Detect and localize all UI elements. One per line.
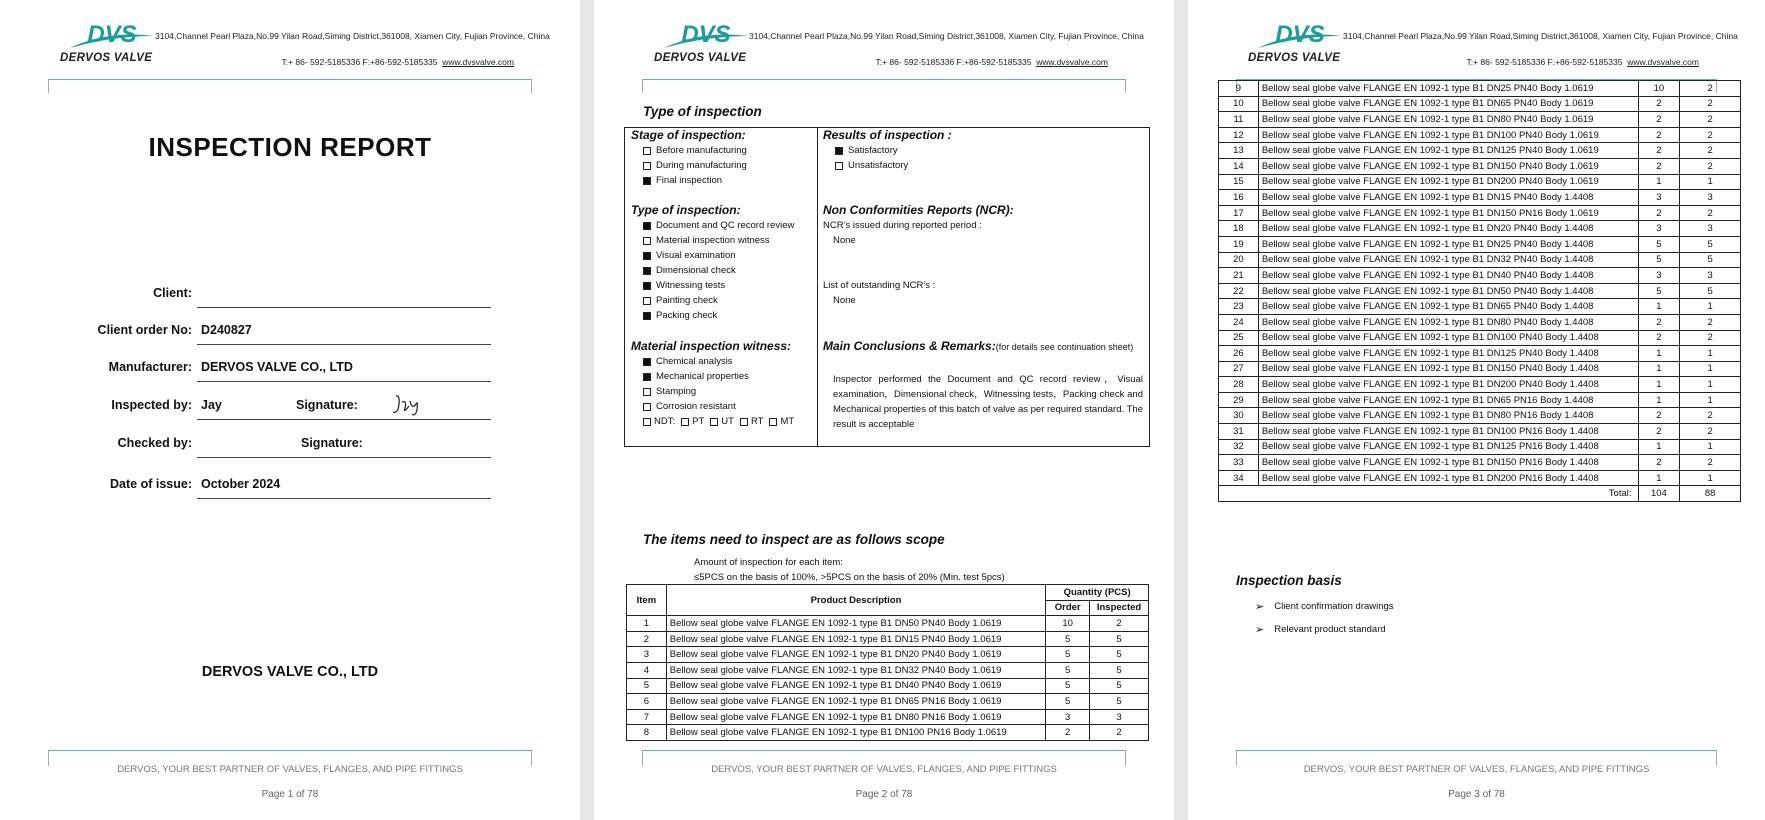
header-website-link[interactable]: www.dvsvalve.com bbox=[442, 57, 514, 67]
row-order-qty: 2 bbox=[1638, 205, 1680, 221]
row-description: Bellow seal globe valve FLANGE EN 1092-1 type B1 DN65 PN40 Body 1.0619 bbox=[1258, 96, 1638, 112]
checkbox-checked-icon bbox=[643, 282, 651, 290]
row-description: Bellow seal globe valve FLANGE EN 1092-1 type B1 DN50 PN40 Body 1.0619 bbox=[666, 616, 1045, 632]
stage-of-inspection-title: Stage of inspection: bbox=[631, 128, 746, 142]
type-item: Visual examination bbox=[643, 250, 736, 261]
row-order-qty: 1 bbox=[1638, 470, 1680, 486]
row-description: Bellow seal globe valve FLANGE EN 1092-1 type B1 DN80 PN40 Body 1.4408 bbox=[1258, 314, 1638, 330]
table-row bbox=[1219, 314, 1741, 330]
col-header-description: Product Description bbox=[666, 585, 1045, 616]
checkbox-checked-icon bbox=[643, 312, 651, 320]
ncr-issued-label: NCR’s issued during reported period : bbox=[823, 220, 982, 231]
row-item-number: 18 bbox=[1219, 221, 1259, 237]
row-description: Bellow seal globe valve FLANGE EN 1092-1 type B1 DN65 PN40 Body 1.4408 bbox=[1258, 299, 1638, 315]
table-row bbox=[1219, 330, 1741, 346]
table-row bbox=[1219, 221, 1741, 237]
inspected-by-row bbox=[0, 398, 580, 422]
row-item-number: 1 bbox=[627, 616, 667, 632]
table-row bbox=[1219, 470, 1741, 486]
row-inspected-qty: 2 bbox=[1680, 158, 1741, 174]
row-item-number: 25 bbox=[1219, 330, 1259, 346]
result-item: Satisfactory bbox=[835, 145, 898, 156]
col-header-item: Item bbox=[627, 585, 667, 616]
header-rule bbox=[642, 79, 1126, 93]
checkbox-checked-icon bbox=[643, 358, 651, 366]
row-order-qty: 5 bbox=[1638, 283, 1680, 299]
row-item-number: 17 bbox=[1219, 205, 1259, 221]
row-inspected-qty: 2 bbox=[1680, 112, 1741, 128]
svg-text:DVS: DVS bbox=[87, 22, 137, 48]
row-item-number: 28 bbox=[1219, 377, 1259, 393]
manufacturer-value: DERVOS VALVE CO., LTD bbox=[201, 360, 353, 374]
row-item-number: 32 bbox=[1219, 439, 1259, 455]
row-inspected-qty: 5 bbox=[1090, 694, 1149, 710]
checkbox-icon bbox=[740, 418, 748, 426]
inspection-basis-heading: Inspection basis bbox=[1236, 573, 1342, 588]
header-contact bbox=[1466, 57, 1699, 67]
logo-subtitle: DERVOS VALVE bbox=[654, 52, 747, 64]
items-table bbox=[626, 584, 1149, 741]
report-title: INSPECTION REPORT bbox=[148, 132, 432, 162]
row-order-qty: 3 bbox=[1638, 190, 1680, 206]
row-inspected-qty: 2 bbox=[1680, 81, 1741, 97]
row-description: Bellow seal globe valve FLANGE EN 1092-1 type B1 DN15 PN40 Body 1.0619 bbox=[666, 631, 1045, 647]
table-row bbox=[1219, 299, 1741, 315]
svg-text:DVS: DVS bbox=[681, 22, 731, 48]
row-description: Bellow seal globe valve FLANGE EN 1092-1 type B1 DN50 PN40 Body 1.4408 bbox=[1258, 283, 1638, 299]
row-inspected-qty: 2 bbox=[1680, 127, 1741, 143]
row-description: Bellow seal globe valve FLANGE EN 1092-1 type B1 DN150 PN16 Body 1.0619 bbox=[1258, 205, 1638, 221]
dvs-logo-icon bbox=[662, 22, 750, 50]
table-row bbox=[1219, 361, 1741, 377]
row-item-number: 26 bbox=[1219, 346, 1259, 362]
total-inspected: 88 bbox=[1680, 486, 1741, 502]
row-order-qty: 5 bbox=[1046, 662, 1090, 678]
client-row bbox=[0, 286, 580, 310]
table-row bbox=[1219, 81, 1741, 97]
row-order-qty: 1 bbox=[1638, 299, 1680, 315]
row-inspected-qty: 2 bbox=[1680, 205, 1741, 221]
result-item: Unsatisfactory bbox=[835, 160, 908, 171]
inspection-summary-box bbox=[624, 127, 1150, 447]
total-order: 104 bbox=[1638, 486, 1680, 502]
row-inspected-qty: 1 bbox=[1680, 174, 1741, 190]
row-item-number: 19 bbox=[1219, 236, 1259, 252]
checkbox-icon bbox=[643, 403, 651, 411]
table-row bbox=[627, 647, 1149, 663]
row-item-number: 20 bbox=[1219, 252, 1259, 268]
table-row bbox=[1219, 377, 1741, 393]
row-item-number: 6 bbox=[627, 694, 667, 710]
row-order-qty: 2 bbox=[1638, 127, 1680, 143]
row-order-qty: 2 bbox=[1638, 158, 1680, 174]
row-description: Bellow seal globe valve FLANGE EN 1092-1 type B1 DN100 PN16 Body 1.4408 bbox=[1258, 424, 1638, 440]
row-order-qty: 5 bbox=[1046, 647, 1090, 663]
table-row bbox=[627, 631, 1149, 647]
ndt-options: NDT: PT UT RT MT bbox=[643, 416, 794, 427]
row-item-number: 27 bbox=[1219, 361, 1259, 377]
table-row bbox=[1219, 424, 1741, 440]
inspected-by-label: Inspected by: bbox=[111, 398, 192, 412]
header-address: 3104,Channel Pearl Plaza,No.99 Yilan Road,Siming District,361008, Xiamen City, Fujian Province, China bbox=[749, 31, 1144, 41]
page-2 bbox=[594, 0, 1174, 820]
col-header-order: Order bbox=[1046, 600, 1090, 616]
table-row bbox=[627, 616, 1149, 632]
header-address: 3104,Channel Pearl Plaza,No.99 Yilan Road,Siming District,361008, Xiamen City, Fujian Province, China bbox=[155, 31, 550, 41]
row-item-number: 9 bbox=[1219, 81, 1259, 97]
row-inspected-qty: 5 bbox=[1680, 236, 1741, 252]
header-contact bbox=[875, 57, 1108, 67]
col-header-quantity: Quantity (PCS) bbox=[1046, 585, 1149, 601]
material-inspection-title: Material inspection witness: bbox=[631, 339, 792, 353]
checkbox-icon bbox=[643, 237, 651, 245]
material-item: Chemical analysis bbox=[643, 356, 733, 367]
header-tel-fax: T:+ 86- 592-5185336 F:+86-592-5185335 bbox=[281, 57, 438, 67]
table-row bbox=[1219, 268, 1741, 284]
row-description: Bellow seal globe valve FLANGE EN 1092-1 type B1 DN32 PN40 Body 1.0619 bbox=[666, 662, 1045, 678]
row-order-qty: 2 bbox=[1638, 424, 1680, 440]
stage-item: Final inspection bbox=[643, 175, 722, 186]
scope-note-amount: Amount of inspection for each item: bbox=[694, 557, 843, 568]
row-order-qty: 2 bbox=[1638, 112, 1680, 128]
row-inspected-qty: 5 bbox=[1680, 283, 1741, 299]
row-inspected-qty: 5 bbox=[1090, 631, 1149, 647]
dvs-logo-icon bbox=[1256, 22, 1344, 50]
row-item-number: 14 bbox=[1219, 158, 1259, 174]
table-row bbox=[1219, 236, 1741, 252]
header-tel-fax: T:+ 86- 592-5185336 F:+86-592-5185335 bbox=[1466, 57, 1623, 67]
row-item-number: 24 bbox=[1219, 314, 1259, 330]
table-row bbox=[627, 678, 1149, 694]
row-inspected-qty: 3 bbox=[1680, 268, 1741, 284]
client-label: Client: bbox=[153, 286, 192, 300]
stage-item: During manufacturing bbox=[643, 160, 747, 171]
row-order-qty: 1 bbox=[1638, 392, 1680, 408]
table-row bbox=[1219, 174, 1741, 190]
row-item-number: 4 bbox=[627, 662, 667, 678]
conclusions-title: Main Conclusions & Remarks:(for details see continuation sheet) bbox=[823, 339, 1134, 353]
row-inspected-qty: 1 bbox=[1680, 439, 1741, 455]
row-order-qty: 2 bbox=[1638, 314, 1680, 330]
row-description: Bellow seal globe valve FLANGE EN 1092-1 type B1 DN65 PN16 Body 1.4408 bbox=[1258, 392, 1638, 408]
date-of-issue-label: Date of issue: bbox=[110, 477, 192, 491]
results-of-inspection-title: Results of inspection : bbox=[823, 128, 952, 142]
row-order-qty: 10 bbox=[1638, 81, 1680, 97]
header-website-link[interactable]: www.dvsvalve.com bbox=[1036, 57, 1108, 67]
row-description: Bellow seal globe valve FLANGE EN 1092-1 type B1 DN65 PN16 Body 1.0619 bbox=[666, 694, 1045, 710]
date-of-issue-value: October 2024 bbox=[201, 477, 281, 491]
row-order-qty: 2 bbox=[1046, 725, 1090, 741]
row-description: Bellow seal globe valve FLANGE EN 1092-1 type B1 DN32 PN40 Body 1.4408 bbox=[1258, 252, 1638, 268]
row-order-qty: 3 bbox=[1638, 221, 1680, 237]
table-row bbox=[627, 694, 1149, 710]
items-table-continued bbox=[1218, 80, 1741, 502]
row-order-qty: 5 bbox=[1638, 236, 1680, 252]
table-row bbox=[1219, 346, 1741, 362]
row-description: Bellow seal globe valve FLANGE EN 1092-1 type B1 DN150 PN16 Body 1.4408 bbox=[1258, 455, 1638, 471]
ncr-issued-value: None bbox=[833, 235, 856, 246]
type-item: Document and QC record review bbox=[643, 220, 794, 231]
page-1 bbox=[0, 0, 580, 820]
checkbox-checked-icon bbox=[643, 373, 651, 381]
checkbox-icon bbox=[835, 162, 843, 170]
row-description: Bellow seal globe valve FLANGE EN 1092-1 type B1 DN150 PN40 Body 1.0619 bbox=[1258, 158, 1638, 174]
row-description: Bellow seal globe valve FLANGE EN 1092-1 type B1 DN100 PN16 Body 1.0619 bbox=[666, 725, 1045, 741]
table-row bbox=[1219, 127, 1741, 143]
row-description: Bellow seal globe valve FLANGE EN 1092-1 type B1 DN125 PN16 Body 1.4408 bbox=[1258, 439, 1638, 455]
row-item-number: 7 bbox=[627, 709, 667, 725]
row-item-number: 15 bbox=[1219, 174, 1259, 190]
inspected-by-value: Jay bbox=[201, 398, 222, 412]
row-order-qty: 3 bbox=[1046, 709, 1090, 725]
company-logo bbox=[1246, 22, 1346, 68]
signature-image bbox=[390, 392, 426, 418]
row-item-number: 16 bbox=[1219, 190, 1259, 206]
table-row bbox=[1219, 439, 1741, 455]
row-description: Bellow seal globe valve FLANGE EN 1092-1 type B1 DN125 PN40 Body 1.4408 bbox=[1258, 346, 1638, 362]
row-item-number: 21 bbox=[1219, 268, 1259, 284]
material-item: Stamping bbox=[643, 386, 696, 397]
row-inspected-qty: 2 bbox=[1680, 455, 1741, 471]
manufacturer-row bbox=[0, 360, 580, 384]
row-inspected-qty: 2 bbox=[1090, 725, 1149, 741]
row-inspected-qty: 2 bbox=[1680, 314, 1741, 330]
row-description: Bellow seal globe valve FLANGE EN 1092-1 type B1 DN100 PN40 Body 1.0619 bbox=[1258, 127, 1638, 143]
svg-text:DVS: DVS bbox=[1275, 22, 1325, 48]
table-row bbox=[627, 725, 1149, 741]
type-item: Material inspection witness bbox=[643, 235, 770, 246]
row-description: Bellow seal globe valve FLANGE EN 1092-1 type B1 DN200 PN16 Body 1.4408 bbox=[1258, 470, 1638, 486]
logo-subtitle: DERVOS VALVE bbox=[60, 52, 153, 64]
row-description: Bellow seal globe valve FLANGE EN 1092-1 type B1 DN200 PN40 Body 1.4408 bbox=[1258, 377, 1638, 393]
row-inspected-qty: 1 bbox=[1680, 346, 1741, 362]
row-order-qty: 1 bbox=[1638, 346, 1680, 362]
signature-label: Signature: bbox=[296, 398, 358, 412]
checkbox-icon bbox=[643, 388, 651, 396]
row-order-qty: 5 bbox=[1046, 631, 1090, 647]
company-logo bbox=[58, 22, 158, 68]
checkbox-icon bbox=[643, 147, 651, 155]
row-description: Bellow seal globe valve FLANGE EN 1092-1 type B1 DN100 PN40 Body 1.4408 bbox=[1258, 330, 1638, 346]
row-description: Bellow seal globe valve FLANGE EN 1092-1 type B1 DN25 PN40 Body 1.4408 bbox=[1258, 236, 1638, 252]
row-description: Bellow seal globe valve FLANGE EN 1092-1 type B1 DN80 PN40 Body 1.0619 bbox=[1258, 112, 1638, 128]
checkbox-checked-icon bbox=[643, 252, 651, 260]
footer-slogan: DERVOS, YOUR BEST PARTNER OF VALVES, FLANGES, AND PIPE FITTINGS bbox=[1303, 764, 1650, 775]
ncr-outstanding-value: None bbox=[833, 295, 856, 306]
logo-subtitle: DERVOS VALVE bbox=[1248, 52, 1341, 64]
row-inspected-qty: 3 bbox=[1680, 221, 1741, 237]
type-item: Packing check bbox=[643, 310, 717, 321]
row-inspected-qty: 1 bbox=[1680, 470, 1741, 486]
table-row bbox=[1219, 283, 1741, 299]
manufacturer-label: Manufacturer: bbox=[108, 360, 192, 374]
row-item-number: 5 bbox=[627, 678, 667, 694]
header-rule bbox=[48, 79, 532, 93]
table-row bbox=[1219, 158, 1741, 174]
row-item-number: 31 bbox=[1219, 424, 1259, 440]
table-row bbox=[1219, 455, 1741, 471]
table-row bbox=[1219, 392, 1741, 408]
row-order-qty: 2 bbox=[1638, 330, 1680, 346]
checkbox-checked-icon bbox=[643, 267, 651, 275]
material-item: Mechanical properties bbox=[643, 371, 749, 382]
client-order-row bbox=[0, 323, 580, 347]
type-of-inspection-title: Type of inspection: bbox=[631, 203, 741, 217]
row-description: Bellow seal globe valve FLANGE EN 1092-1 type B1 DN15 PN40 Body 1.4408 bbox=[1258, 190, 1638, 206]
row-inspected-qty: 1 bbox=[1680, 392, 1741, 408]
row-order-qty: 1 bbox=[1638, 377, 1680, 393]
row-order-qty: 1 bbox=[1638, 361, 1680, 377]
row-item-number: 13 bbox=[1219, 143, 1259, 159]
row-inspected-qty: 1 bbox=[1680, 377, 1741, 393]
header-address: 3104,Channel Pearl Plaza,No.99 Yilan Road,Siming District,361008, Xiamen City, Fujian Province, China bbox=[1343, 31, 1738, 41]
table-row bbox=[1219, 252, 1741, 268]
row-inspected-qty: 5 bbox=[1090, 647, 1149, 663]
table-row bbox=[1219, 143, 1741, 159]
row-order-qty: 10 bbox=[1046, 616, 1090, 632]
basis-item: ➢ Relevant product standard bbox=[1255, 624, 1386, 636]
table-row bbox=[1219, 96, 1741, 112]
row-description: Bellow seal globe valve FLANGE EN 1092-1 type B1 DN150 PN40 Body 1.4408 bbox=[1258, 361, 1638, 377]
stage-item: Before manufacturing bbox=[643, 145, 747, 156]
row-description: Bellow seal globe valve FLANGE EN 1092-1 type B1 DN125 PN40 Body 1.0619 bbox=[1258, 143, 1638, 159]
checkbox-icon bbox=[643, 418, 651, 426]
checked-by-label: Checked by: bbox=[117, 436, 192, 450]
row-inspected-qty: 5 bbox=[1680, 252, 1741, 268]
date-of-issue-row bbox=[0, 477, 580, 501]
row-item-number: 23 bbox=[1219, 299, 1259, 315]
row-order-qty: 2 bbox=[1638, 408, 1680, 424]
checkbox-icon bbox=[769, 418, 777, 426]
page-number: Page 1 of 78 bbox=[261, 789, 319, 800]
type-item: Painting check bbox=[643, 295, 718, 306]
row-order-qty: 2 bbox=[1638, 143, 1680, 159]
table-row bbox=[1219, 408, 1741, 424]
row-inspected-qty: 1 bbox=[1680, 361, 1741, 377]
row-item-number: 22 bbox=[1219, 283, 1259, 299]
row-description: Bellow seal globe valve FLANGE EN 1092-1 type B1 DN20 PN40 Body 1.0619 bbox=[666, 647, 1045, 663]
page-3 bbox=[1188, 0, 1765, 820]
conclusions-note: (for details see continuation sheet) bbox=[995, 342, 1134, 352]
row-inspected-qty: 3 bbox=[1090, 709, 1149, 725]
row-order-qty: 2 bbox=[1638, 96, 1680, 112]
footer-slogan: DERVOS, YOUR BEST PARTNER OF VALVES, FLANGES, AND PIPE FITTINGS bbox=[711, 764, 1057, 775]
arrow-bullet-icon: ➢ bbox=[1255, 601, 1265, 613]
row-order-qty: 1 bbox=[1638, 174, 1680, 190]
row-inspected-qty: 3 bbox=[1680, 190, 1741, 206]
scope-heading: The items need to inspect are as follows scope bbox=[643, 532, 945, 547]
row-item-number: 29 bbox=[1219, 392, 1259, 408]
row-description: Bellow seal globe valve FLANGE EN 1092-1 type B1 DN40 PN40 Body 1.0619 bbox=[666, 678, 1045, 694]
material-item: Corrosion resistant bbox=[643, 401, 736, 412]
row-item-number: 10 bbox=[1219, 96, 1259, 112]
type-item: Dimensional check bbox=[643, 265, 736, 276]
company-logo bbox=[652, 22, 752, 68]
row-inspected-qty: 2 bbox=[1680, 424, 1741, 440]
col-header-inspected: Inspected bbox=[1090, 600, 1149, 616]
row-item-number: 3 bbox=[627, 647, 667, 663]
checkbox-icon bbox=[643, 297, 651, 305]
header-website-link[interactable]: www.dvsvalve.com bbox=[1627, 57, 1699, 67]
row-item-number: 30 bbox=[1219, 408, 1259, 424]
row-order-qty: 3 bbox=[1638, 268, 1680, 284]
ncr-outstanding-label: List of outstanding NCR’s : bbox=[823, 280, 936, 291]
row-inspected-qty: 5 bbox=[1090, 678, 1149, 694]
ncr-title: Non Conformities Reports (NCR): bbox=[823, 203, 1014, 217]
row-inspected-qty: 2 bbox=[1680, 143, 1741, 159]
row-item-number: 12 bbox=[1219, 127, 1259, 143]
table-row bbox=[1219, 205, 1741, 221]
type-item: Witnessing tests bbox=[643, 280, 725, 291]
row-item-number: 2 bbox=[627, 631, 667, 647]
row-inspected-qty: 2 bbox=[1680, 96, 1741, 112]
checkbox-checked-icon bbox=[643, 222, 651, 230]
checkbox-checked-icon bbox=[643, 177, 651, 185]
row-order-qty: 5 bbox=[1638, 252, 1680, 268]
row-order-qty: 5 bbox=[1046, 678, 1090, 694]
dvs-logo-icon bbox=[68, 22, 156, 50]
scope-note-basis: ≤5PCS on the basis of 100%, >5PCS on the basis of 20% (Min. test 5pcs) bbox=[694, 572, 1005, 583]
checked-by-row bbox=[0, 436, 580, 460]
checkbox-icon bbox=[643, 162, 651, 170]
row-inspected-qty: 2 bbox=[1680, 408, 1741, 424]
checked-signature-label: Signature: bbox=[301, 436, 363, 450]
row-item-number: 33 bbox=[1219, 455, 1259, 471]
type-of-inspection-heading: Type of inspection bbox=[643, 104, 762, 119]
client-order-label: Client order No: bbox=[97, 323, 192, 337]
header-contact bbox=[281, 57, 514, 67]
row-inspected-qty: 1 bbox=[1680, 299, 1741, 315]
row-order-qty: 5 bbox=[1046, 694, 1090, 710]
total-label: Total: bbox=[1258, 486, 1638, 502]
conclusions-text: Inspector performed the Document and QC record review，Visual examination，Dimensional check，Witnessing tests，Packing check and Mechanical properties of this batch of valve as per required standard. The result is acceptable bbox=[833, 374, 1143, 430]
footer-slogan: DERVOS, YOUR BEST PARTNER OF VALVES, FLANGES, AND PIPE FITTINGS bbox=[117, 764, 463, 775]
row-description: Bellow seal globe valve FLANGE EN 1092-1 type B1 DN200 PN40 Body 1.0619 bbox=[1258, 174, 1638, 190]
row-order-qty: 1 bbox=[1638, 439, 1680, 455]
page-number: Page 2 of 78 bbox=[855, 789, 913, 800]
client-order-value: D240827 bbox=[201, 323, 252, 337]
basis-item: ➢ Client confirmation drawings bbox=[1255, 601, 1394, 613]
checkbox-icon bbox=[710, 418, 718, 426]
row-description: Bellow seal globe valve FLANGE EN 1092-1 type B1 DN40 PN40 Body 1.4408 bbox=[1258, 268, 1638, 284]
checkbox-icon bbox=[681, 418, 689, 426]
row-item-number: 34 bbox=[1219, 470, 1259, 486]
total-row bbox=[1219, 486, 1741, 502]
row-description: Bellow seal globe valve FLANGE EN 1092-1 type B1 DN80 PN16 Body 1.4408 bbox=[1258, 408, 1638, 424]
arrow-bullet-icon: ➢ bbox=[1255, 624, 1265, 636]
header-tel-fax: T:+ 86- 592-5185336 F:+86-592-5185335 bbox=[875, 57, 1032, 67]
row-order-qty: 2 bbox=[1638, 455, 1680, 471]
row-item-number: 8 bbox=[627, 725, 667, 741]
row-inspected-qty: 2 bbox=[1680, 330, 1741, 346]
table-row bbox=[1219, 112, 1741, 128]
table-row bbox=[627, 709, 1149, 725]
row-description: Bellow seal globe valve FLANGE EN 1092-1 type B1 DN20 PN40 Body 1.4408 bbox=[1258, 221, 1638, 237]
row-description: Bellow seal globe valve FLANGE EN 1092-1 type B1 DN25 PN40 Body 1.0619 bbox=[1258, 81, 1638, 97]
table-row bbox=[1219, 190, 1741, 206]
row-description: Bellow seal globe valve FLANGE EN 1092-1 type B1 DN80 PN16 Body 1.0619 bbox=[666, 709, 1045, 725]
page-number: Page 3 of 78 bbox=[1448, 789, 1505, 800]
row-inspected-qty: 5 bbox=[1090, 662, 1149, 678]
company-name: DERVOS VALVE CO., LTD bbox=[201, 664, 379, 680]
row-inspected-qty: 2 bbox=[1090, 616, 1149, 632]
row-item-number: 11 bbox=[1219, 112, 1259, 128]
checkbox-checked-icon bbox=[835, 147, 843, 155]
table-row bbox=[627, 662, 1149, 678]
